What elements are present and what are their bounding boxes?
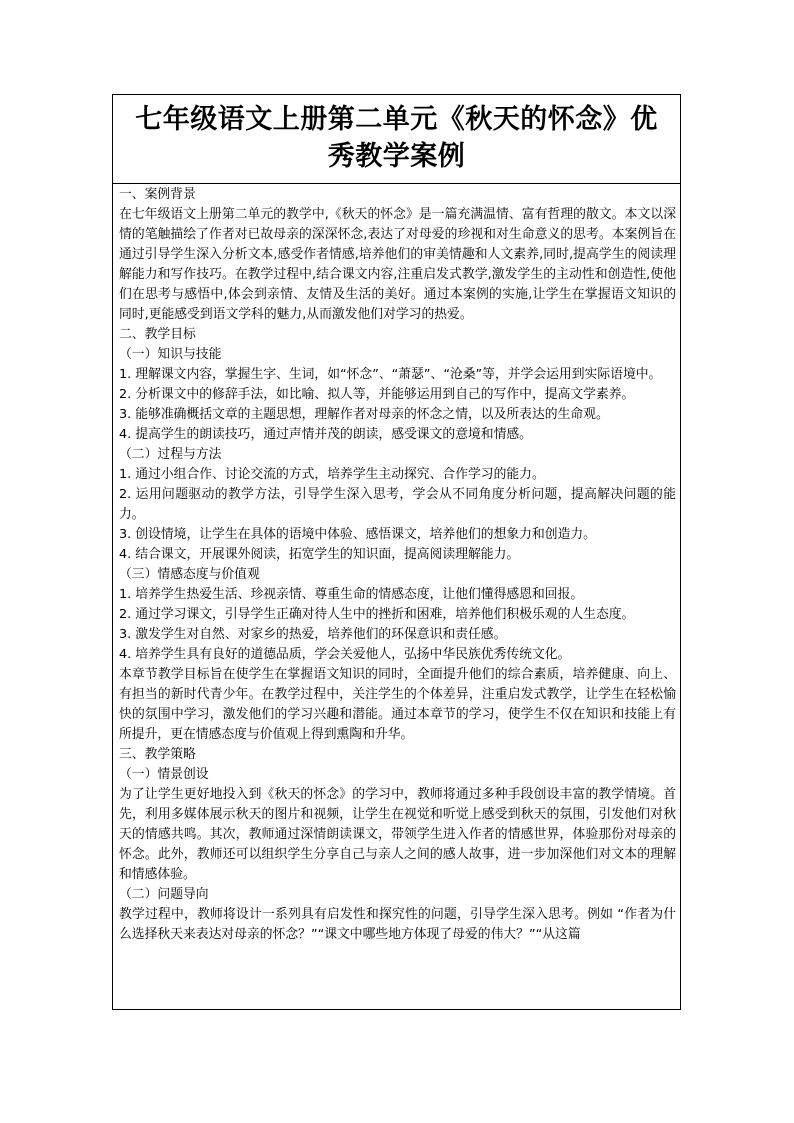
subsection-heading-values: （三）情感态度与价值观 — [119, 567, 260, 582]
questions-paragraph: 教学过程中，教师将设计一系列具有启发性和探究性的问题，引导学生深入思考。例如 “作者为什么选择秋天来表达对母亲的怀念？”“课文中哪些地方体现了母爱的伟大？”“从这篇 — [119, 907, 676, 942]
list-item: 2. 通过学习课文，引导学生正确对待人生中的挫折和困难，培养他们积极乐观的人生态度。 — [119, 607, 635, 622]
title-divider — [113, 183, 680, 184]
list-item: 3. 创设情境，让学生在具体的语境中体验、感悟课文，培养他们的想象力和创造力。 — [119, 527, 596, 542]
goals-summary-paragraph: 本章节教学目标旨在使学生在掌握语文知识的同时，全面提升他们的综合素质，培养健康、向上、有担当的新时代青少年。在教学过程中，关注学生的个体差异，注重启发式教学，让学生在轻松愉快的氛围中学习，激发他们的学习兴趣和潜能。通过本章节的学习，使学生不仅在知识和技能上有所提升，更在情感态度与价值观上得到熏陶和升华。 — [119, 667, 676, 742]
background-paragraph: 在七年级语文上册第二单元的教学中,《秋天的怀念》是一篇充满温情、富有哲理的散文。本文以深情的笔触描绘了作者对已故母亲的深深怀念,表达了对母爱的珍视和对生命意义的思考。本案例旨在通过引导学生深入分析文本,感受作者情感,培养他们的审美情趣和人文素养,同时,提高学生的阅读理解能力和写作技巧。在教学过程中,结合课文内容,注重启发式教学,激发学生的主动性和创造性,使他们在思考与感悟中,体会到亲情、友情及生活的美好。通过本案例的实施,让学生在掌握语文知识的同时,更能感受到语文学科的魅力,从而激发他们对学习的热爱。 — [119, 207, 676, 322]
document-body — [119, 185, 676, 945]
section-heading-strategy: 三、教学策略 — [119, 747, 196, 762]
list-item: 1. 培养学生热爱生活、珍视亲情、尊重生命的情感态度，让他们懂得感恩和回报。 — [119, 587, 584, 602]
subsection-heading-scenario: （一）情景创设 — [119, 767, 209, 782]
section-heading-background: 一、案例背景 — [119, 187, 196, 202]
list-item: 4. 结合课文，开展课外阅读，拓宽学生的知识面，提高阅读理解能力。 — [119, 547, 520, 562]
scenario-paragraph: 为了让学生更好地投入到《秋天的怀念》的学习中，教师将通过多种手段创设丰富的教学情境。首先，利用多媒体展示秋天的图片和视频，让学生在视觉和听觉上感受到秋天的氛围，引发他们对秋天的情感共鸣。其次，教师通过深情朗读课文，带领学生进入作者的情感世界，体验那份对母亲的怀念。此外，教师还可以组织学生分享自己与亲人之间的感人故事，进一步加深他们对文本的理解和情感体验。 — [119, 787, 676, 882]
title-line-1: 七年级语文上册第二单元《秋天的怀念》优 — [135, 104, 658, 135]
title-line-2: 秀教学案例 — [327, 141, 466, 172]
list-item: 2. 运用问题驱动的教学方法，引导学生深入思考，学会从不同角度分析问题，提高解决问题的能力。 — [119, 487, 676, 522]
subsection-heading-knowledge: （一）知识与技能 — [119, 347, 222, 362]
subsection-heading-process: （二）过程与方法 — [119, 447, 222, 462]
list-item: 4. 提高学生的朗读技巧，通过声情并茂的朗读，感受课文的意境和情感。 — [119, 427, 532, 442]
list-item: 1. 理解课文内容，掌握生字、生词，如“怀念”、“萧瑟”、“沧桑”等，并学会运用到实际语境中。 — [119, 367, 662, 382]
document-frame — [112, 94, 681, 1010]
section-heading-goals: 二、教学目标 — [119, 327, 196, 342]
list-item: 2. 分析课文中的修辞手法，如比喻、拟人等，并能够运用到自己的写作中，提高文学素养。 — [119, 387, 635, 402]
document-title — [113, 101, 680, 175]
subsection-heading-questions: （二）问题导向 — [119, 887, 209, 902]
list-item: 3. 激发学生对自然、对家乡的热爱，培养他们的环保意识和责任感。 — [119, 627, 507, 642]
list-item: 4. 培养学生具有良好的道德品质，学会关爱他人，弘扬中华民族优秀传统文化。 — [119, 647, 571, 662]
list-item: 3. 能够准确概括文章的主题思想，理解作者对母亲的怀念之情，以及所表达的生命观。 — [119, 407, 609, 422]
list-item: 1. 通过小组合作、讨论交流的方式，培养学生主动探究、合作学习的能力。 — [119, 467, 545, 482]
